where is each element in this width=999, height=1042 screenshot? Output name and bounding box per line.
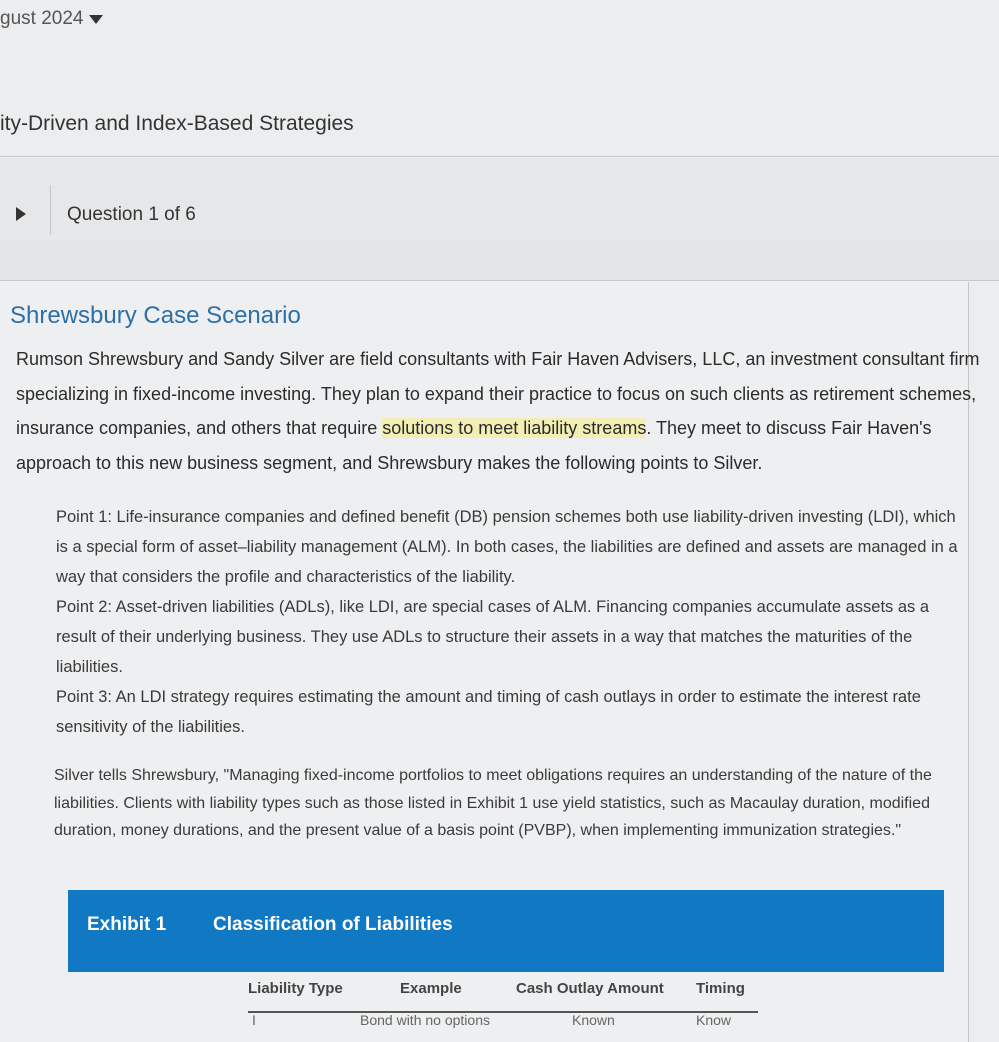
cell-cash-outlay-amount: Known: [572, 1012, 615, 1028]
column-header-timing: Timing: [696, 980, 745, 997]
module-title: ity-Driven and Index-Based Strategies: [0, 112, 354, 135]
column-header-cash-outlay-amount: Cash Outlay Amount: [516, 980, 664, 997]
cell-liability-type: I: [252, 1012, 256, 1028]
divider: [0, 156, 999, 157]
date-selector[interactable]: [0, 8, 103, 30]
separator-band: [0, 240, 999, 281]
case-title: Shrewsbury Case Scenario: [10, 302, 301, 329]
cell-timing: Know: [696, 1012, 732, 1028]
cell-example: Bond with no options: [360, 1012, 490, 1028]
points-list: [56, 502, 966, 742]
table-header: [248, 978, 758, 1013]
silver-statement: Silver tells Shrewsbury, "Managing fixed-income portfolios to meet obligations requires an understanding of the nature of the liabilities. Clients with liability types such as those listed in Exhibit 1 use yield statistics, such as Macaulay duration, modified duration, money durations, and the present value of a basis point (PVBP), when implementing immunization strategies.": [54, 767, 932, 839]
caret-down-icon[interactable]: [89, 15, 103, 24]
exhibit-number: Exhibit 1: [87, 914, 167, 935]
intro-text-start: Rumson Shrewsbury and Sandy Silver are field consultants with Fair Haven Advisers, LLC, an investment consultant firm specializing in fixed-income investing. They plan to expand their practice to focus on such clients as retirement schemes, insurance companies, and others that require: [16, 349, 980, 438]
case-intro: [16, 342, 988, 480]
exhibit-title: Classification of Liabilities: [213, 914, 453, 935]
exhibit-header: [68, 890, 944, 972]
point-2: Point 2: Asset-driven liabilities (ADLs), like LDI, are special cases of ALM. Financing companies accumulate assets as a result of their underlying business. They use ADLs to structure their assets in a way that matches the maturities of the liabilities.: [56, 598, 930, 676]
question-bar: [0, 158, 999, 241]
highlighted-text: solutions to meet liability streams: [382, 418, 647, 438]
expand-arrow-icon[interactable]: [16, 207, 26, 221]
intro-text-end: . They meet to discuss Fair Haven's approach to this new business segment, and Shrewsbury makes the following points to Silver.: [16, 418, 932, 473]
column-header-liability-type: Liability Type: [248, 980, 343, 997]
divider: [50, 185, 51, 235]
column-header-example: Example: [400, 980, 462, 997]
point-1: Point 1: Life-insurance companies and defined benefit (DB) pension schemes both use liability-driven investing (LDI), which is a special form of asset–liability management (ALM). In both cases, the liabilities are defined and assets are managed in a way that considers the profile and characteristics of the liability.: [56, 508, 958, 586]
date-selector-label: gust 2024: [0, 8, 84, 29]
question-counter: Question 1 of 6: [67, 204, 196, 225]
point-3: Point 3: An LDI strategy requires estimating the amount and timing of cash outlays in order to estimate the interest rate sensitivity of the liabilities.: [56, 688, 921, 736]
top-bar: [0, 0, 999, 40]
